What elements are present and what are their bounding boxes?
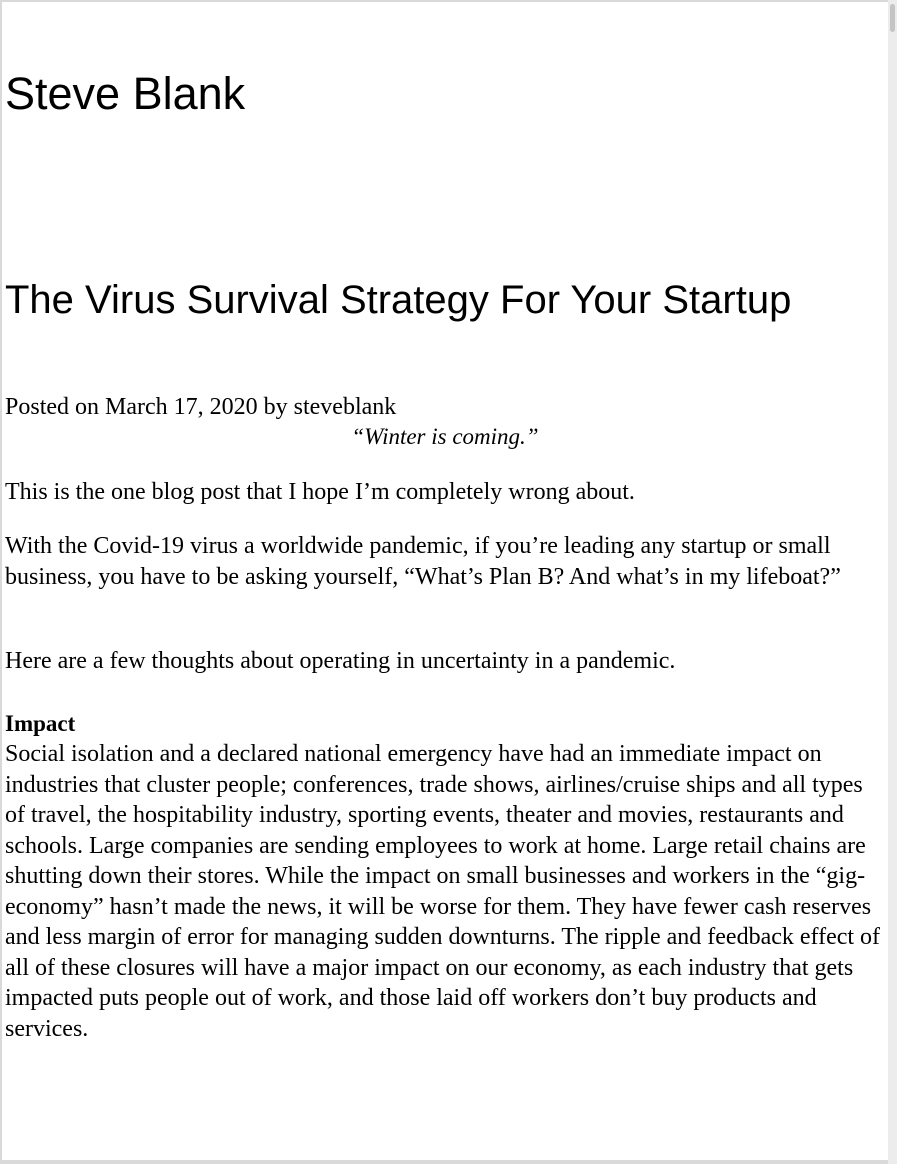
scrollbar-thumb[interactable] [890, 4, 895, 32]
post-title: The Virus Survival Strategy For Your Startup [5, 278, 792, 322]
paragraph-impact: Social isolation and a declared national emergency have had an immediate impact on industries that cluster people; conferences, trade shows, airlines/cruise ships and all types of travel, the hospitability industry, sporting events, theater and movies, restaurants and schools. Large companies are sending employees to work at home. Large retail chains are shutting down their stores. While the impact on small businesses and workers in the “gig-economy” hasn’t made the news, it will be worse for them. They have fewer cash reserves and less margin of error for managing sudden downturns. The ripple and feedback effect of all of these closures will have a major impact on our economy, as each industry that gets impacted puts people out of work, and those laid off workers don’t buy products and services. [5, 741, 881, 1042]
paragraph-plan-b: With the Covid-19 virus a worldwide pandemic, if you’re leading any startup or small business, you have to be asking yourself, “What’s Plan B? And what’s in my lifeboat?” [5, 533, 841, 590]
paragraph-thoughts: Here are a few thoughts about operating in uncertainty in a pandemic. [5, 648, 676, 674]
paragraph-intro: This is the one blog post that I hope I’m completely wrong about. [5, 479, 635, 505]
epigraph: “Winter is coming.” [351, 424, 539, 449]
section-heading-impact: Impact [5, 711, 76, 736]
vertical-scrollbar[interactable] [888, 0, 897, 1164]
post-meta: Posted on March 17, 2020 by steveblank [5, 394, 397, 420]
article-page [2, 2, 888, 1160]
site-title[interactable]: Steve Blank [5, 68, 246, 119]
